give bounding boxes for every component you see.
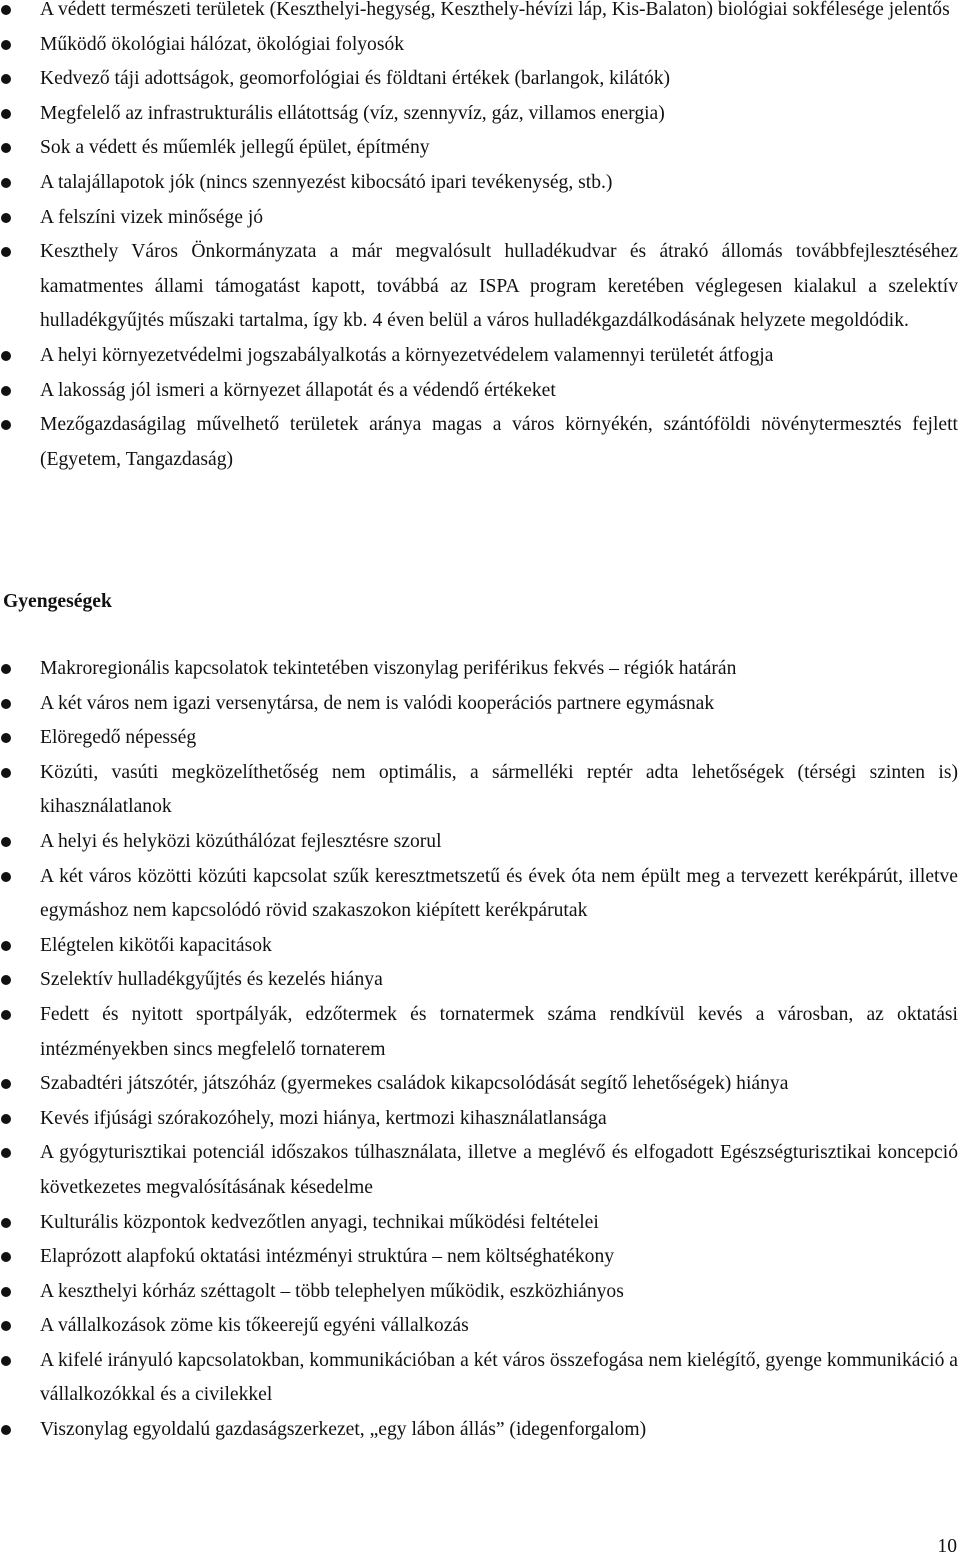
bullet-icon: [1, 1321, 11, 1331]
bullet-icon: [1, 5, 11, 15]
bullet-icon: [1, 941, 11, 951]
bullet-icon: [1, 74, 11, 84]
list-item: [0, 201, 960, 236]
bullet-icon: [1, 733, 11, 743]
list-item: [0, 374, 960, 409]
list-item-text: Működő ökológiai hálózat, ökológiai folyosók: [40, 33, 405, 55]
list-item: [0, 1206, 960, 1241]
list-item-text: A két város közötti közúti kapcsolat szűk keresztmetszetű és évek óta nem épült meg a tervezett kerékpárút, illetve egymáshoz nem kapcsolódó rövid szakaszokon kiépített kerékpárutak: [40, 865, 958, 922]
list-item: [0, 62, 960, 97]
bullet-icon: [1, 420, 11, 430]
list-item-text: Közúti, vasúti megközelíthetőség nem optimális, a sármelléki reptér adta lehetőségek (térségi szinten is) kihasználatlanok: [40, 761, 958, 818]
list-item-text: A két város nem igazi versenytársa, de nem is valódi kooperációs partnere egymásnak: [40, 692, 715, 714]
bullet-icon: [1, 1010, 11, 1020]
list-item-text: Sok a védett és műemlék jellegű épület, építmény: [40, 137, 430, 159]
section-heading-weaknesses: Gyengeségek: [3, 591, 112, 612]
list-item: [0, 1413, 960, 1448]
list-item: [0, 166, 960, 201]
list-item: [0, 339, 960, 374]
list-item-text: Elégtelen kikötői kapacitások: [40, 934, 272, 956]
page-number: 10: [937, 1536, 957, 1557]
list-item-text: Szabadtéri játszótér, játszóház (gyermekes családok kikapcsolódását segítő lehetőségek) hiánya: [40, 1073, 789, 1095]
list-item: [0, 756, 960, 825]
bullet-icon: [1, 975, 11, 985]
list-item-text: Mezőgazdaságilag művelhető területek aránya magas a város környékén, szántóföldi növénytermesztés fejlett (Egyetem, Tangazdaság): [40, 414, 958, 470]
list-item-text: Kedvező táji adottságok, geomorfológiai és földtani értékek (barlangok, kilátók): [40, 68, 671, 90]
list-item: [0, 28, 960, 63]
bullet-icon: [1, 351, 11, 361]
list-item: [0, 687, 960, 722]
bullet-icon: [1, 109, 11, 119]
list-item: [0, 721, 960, 756]
list-item: [0, 131, 960, 166]
list-item-text: A vállalkozások zöme kis tőkeerejű egyéni vállalkozás: [40, 1315, 469, 1337]
bullet-icon: [1, 1425, 11, 1435]
list-item-text: A védett természeti területek (Keszthelyi-hegység, Keszthely-hévízi láp, Kis-Balaton) biológiai sokfélesége jelentős: [40, 0, 950, 20]
list-item-text: Szelektív hulladékgyűjtés és kezelés hiánya: [40, 969, 383, 991]
bullet-icon: [1, 40, 11, 50]
list-item: [0, 1275, 960, 1310]
list-item-text: Elöregedő népesség: [40, 727, 197, 749]
bullet-icon: [1, 664, 11, 674]
list-item: [0, 1102, 960, 1137]
list-item: [0, 1136, 960, 1205]
list-item-text: A talajállapotok jók (nincs szennyezést kibocsátó ipari tevékenység, stb.): [40, 171, 613, 193]
weaknesses-list: [0, 652, 960, 1448]
list-item: [0, 1309, 960, 1344]
bullet-icon: [1, 1287, 11, 1297]
list-item-text: A helyi és helyközi közúthálózat fejlesztésre szorul: [40, 830, 442, 852]
bullet-icon: [1, 178, 11, 188]
list-item-text: A keszthelyi kórház széttagolt – több telephelyen működik, eszközhiányos: [40, 1280, 624, 1302]
list-item: [0, 1344, 960, 1413]
list-item-text: A felszíni vizek minősége jó: [40, 206, 264, 228]
bullet-icon: [1, 247, 11, 257]
bullet-icon: [1, 1218, 11, 1228]
list-item-text: Viszonylag egyoldalú gazdaságszerkezet, „egy lábon állás” (idegenforgalom): [40, 1419, 647, 1441]
list-item: [0, 929, 960, 964]
list-item-text: Fedett és nyitott sportpályák, edzőtermek és tornatermek száma rendkívül kevés a városban, az oktatási intézményekben sincs megfelelő tornaterem: [40, 1003, 958, 1060]
bullet-icon: [1, 1114, 11, 1124]
list-item-text: Kevés ifjúsági szórakozóhely, mozi hiánya, kertmozi kihasználatlansága: [40, 1107, 607, 1129]
list-item: [0, 998, 960, 1067]
bullet-icon: [1, 699, 11, 709]
bullet-icon: [1, 768, 11, 778]
list-item: [0, 97, 960, 132]
list-item-text: Kulturális központok kedvezőtlen anyagi, technikai működési feltételei: [40, 1211, 599, 1233]
list-item-text: Megfelelő az infrastrukturális ellátottság (víz, szennyvíz, gáz, villamos energia): [40, 102, 665, 124]
bullet-icon: [1, 386, 11, 396]
list-item-text: A helyi környezetvédelmi jogszabályalkotás a környezetvédelem valamennyi területét átfogja: [40, 344, 774, 366]
bullet-icon: [1, 143, 11, 153]
list-item: [0, 235, 960, 339]
list-item: [0, 860, 960, 929]
bullet-icon: [1, 1148, 11, 1158]
list-item-text: Makroregionális kapcsolatok tekintetében viszonylag periférikus fekvés – régiók határán: [40, 658, 737, 679]
list-item-text: Keszthely Város Önkormányzata a már megvalósult hulladékudvar és átrakó állomás továbbfejlesztéséhez kamatmentes állami támogatást kapott, továbbá az ISPA program keretében véglegesen kialakul a szelektív hulladékgyűjtés műszaki tartalma, így kb. 4 éven belül a város hulladékgazdálkodásának helyzete megoldódik.: [40, 241, 958, 332]
bullet-icon: [1, 213, 11, 223]
list-item-text: A lakosság jól ismeri a környezet állapotát és a védendő értékeket: [40, 379, 556, 401]
list-item: [0, 825, 960, 860]
strengths-list: [0, 0, 960, 477]
list-item: [0, 408, 960, 477]
bullet-icon: [1, 1252, 11, 1262]
list-item-text: A kifelé irányuló kapcsolatokban, kommunikációban a két város összefogása nem kielégítő, gyenge kommunikáció a vállalkozókkal és a civilekkel: [40, 1349, 958, 1406]
list-item: [0, 963, 960, 998]
list-item: [0, 0, 960, 28]
bullet-icon: [1, 1079, 11, 1089]
list-item-text: Elaprózott alapfokú oktatási intézményi struktúra – nem költséghatékony: [40, 1246, 615, 1268]
list-item: [0, 652, 960, 687]
list-item: [0, 1240, 960, 1275]
list-item-text: A gyógyturisztikai potenciál időszakos túlhasználata, illetve a meglévő és elfogadott Egészségturisztikai koncepció következetes megvalósításának késedelme: [40, 1142, 958, 1198]
bullet-icon: [1, 1356, 11, 1366]
bullet-icon: [1, 837, 11, 847]
list-item: [0, 1067, 960, 1102]
bullet-icon: [1, 872, 11, 882]
